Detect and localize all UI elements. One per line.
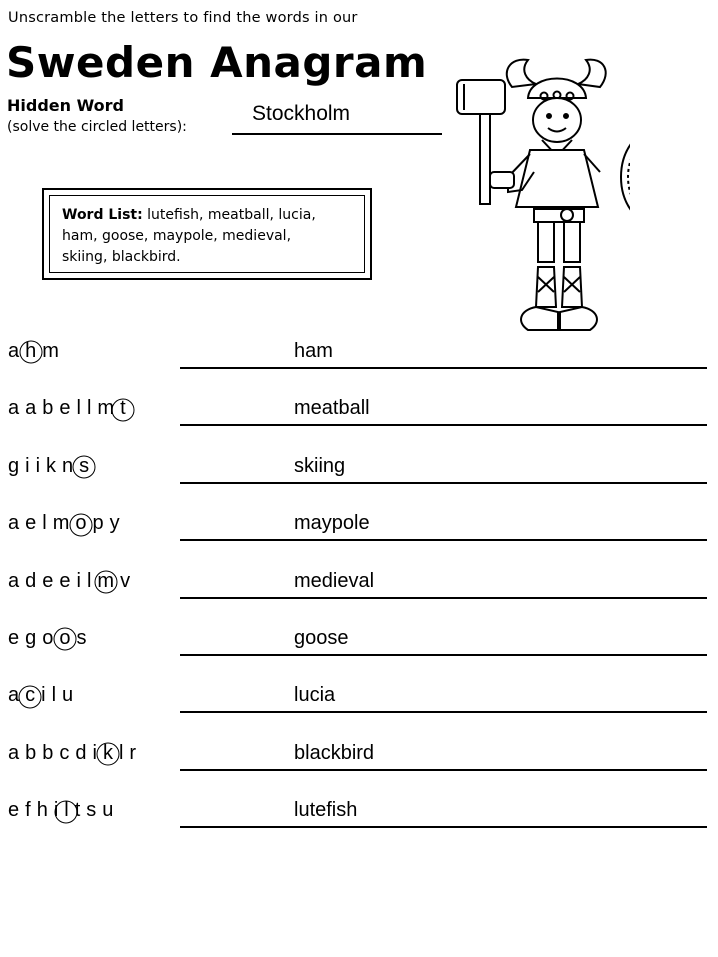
letter: b (42, 741, 54, 764)
answer-line (180, 769, 707, 771)
puzzle-row (0, 560, 718, 617)
answer-line (180, 654, 707, 656)
letter: t (74, 799, 81, 822)
letter: a (8, 569, 20, 592)
letter: k (46, 454, 57, 477)
answer-text[interactable]: ham (294, 340, 333, 362)
circled-letter: c (25, 684, 36, 707)
letter: i (35, 454, 41, 477)
scrambled-letters (8, 340, 65, 363)
letter: i (53, 799, 59, 822)
letter: i (76, 569, 81, 592)
letter: a (25, 397, 37, 420)
letter: d (25, 569, 37, 592)
letter: n (62, 454, 74, 477)
letter: l (86, 569, 92, 592)
word-list-line-2: ham, goose, maypole, medieval, (62, 228, 292, 244)
letter: g (8, 454, 20, 477)
letter: e (8, 799, 20, 822)
letter: i (92, 741, 97, 764)
puzzle-row (0, 445, 718, 502)
instructions: Unscramble the letters to find the words in our (8, 10, 358, 26)
letter: l (76, 397, 81, 420)
letter: y (109, 512, 120, 535)
answer-line (180, 482, 707, 484)
puzzle-row (0, 387, 718, 444)
answer-text[interactable]: lucia (294, 684, 336, 707)
answer-line (180, 539, 707, 541)
scrambled-letters (8, 570, 136, 593)
letter: b (42, 397, 54, 420)
letter: h (36, 799, 48, 822)
letter: r (129, 741, 137, 764)
scrambled-letters (8, 627, 93, 650)
letter: e (59, 569, 71, 592)
letter: a (8, 397, 20, 420)
circled-letter: o (59, 627, 71, 649)
answer-text[interactable]: medieval (294, 569, 375, 592)
letter: e (8, 627, 20, 649)
letter: m (97, 397, 115, 420)
letter: l (51, 684, 57, 707)
answer-line (180, 424, 707, 426)
letter: d (75, 741, 87, 764)
answer-text[interactable]: meatball (294, 397, 370, 420)
letter: f (25, 799, 31, 822)
scrambled-letters (8, 799, 119, 822)
letter: m (42, 340, 59, 362)
scrambled-letters (8, 742, 142, 765)
answer-line (180, 597, 707, 599)
hidden-word-line (232, 133, 442, 135)
viking-icon (450, 52, 630, 342)
letter: e (59, 397, 71, 420)
letter: a (8, 512, 20, 535)
letter: l (118, 741, 124, 764)
letter: l (42, 512, 47, 535)
answer-text[interactable]: lutefish (294, 799, 358, 822)
puzzle-row (0, 330, 718, 387)
scrambled-letters (8, 455, 95, 478)
letter: p (92, 512, 104, 535)
page-title: Sweden Anagram (6, 38, 428, 87)
puzzle-row (0, 502, 718, 559)
hidden-word-answer[interactable]: Stockholm (252, 102, 351, 125)
hidden-word-hint: (solve the circled letters): (7, 119, 187, 135)
letter: o (42, 627, 54, 649)
circled-letter: l (64, 799, 69, 822)
answer-text[interactable]: blackbird (294, 741, 375, 764)
letter: e (42, 569, 54, 592)
circled-letter: t (120, 397, 126, 420)
scrambled-letters (8, 397, 132, 420)
letter: l (86, 397, 92, 420)
puzzle-row (0, 789, 718, 846)
letter: a (8, 340, 20, 362)
letter: i (41, 684, 46, 707)
puzzle-row (0, 674, 718, 731)
letter: c (59, 741, 70, 764)
letter: m (52, 512, 70, 535)
letter: i (25, 454, 30, 477)
word-list-line-3: skiing, blackbird. (62, 249, 181, 265)
letter: a (8, 741, 20, 764)
letter: e (25, 512, 37, 535)
hidden-word-label: Hidden Word (7, 96, 125, 115)
word-list-line-1: lutefish, meatball, lucia, (147, 207, 316, 223)
puzzle-row (0, 732, 718, 789)
circled-letter: o (75, 512, 87, 535)
answer-line (180, 367, 707, 369)
letter: v (120, 569, 131, 592)
letter: b (25, 741, 37, 764)
letter: s (76, 627, 87, 649)
letter: s (86, 799, 97, 822)
circled-letter: k (102, 741, 113, 764)
circled-letter: h (25, 340, 37, 362)
letter: g (25, 627, 37, 649)
answer-text[interactable]: maypole (294, 512, 370, 535)
circled-letter: s (79, 454, 90, 477)
circled-letter: m (97, 569, 115, 592)
scrambled-letters (8, 512, 126, 535)
word-list-box (42, 188, 372, 280)
answer-line (180, 826, 707, 828)
letter: a (8, 684, 20, 707)
answer-text[interactable]: goose (294, 627, 349, 649)
answer-line (180, 711, 707, 713)
scrambled-letters (8, 684, 79, 707)
letter: u (62, 684, 74, 707)
puzzle-row (0, 617, 718, 674)
word-list-label: Word List: (62, 207, 143, 223)
word-list-inner (49, 195, 365, 273)
letter: u (102, 799, 114, 822)
answer-text[interactable]: skiing (294, 454, 346, 477)
